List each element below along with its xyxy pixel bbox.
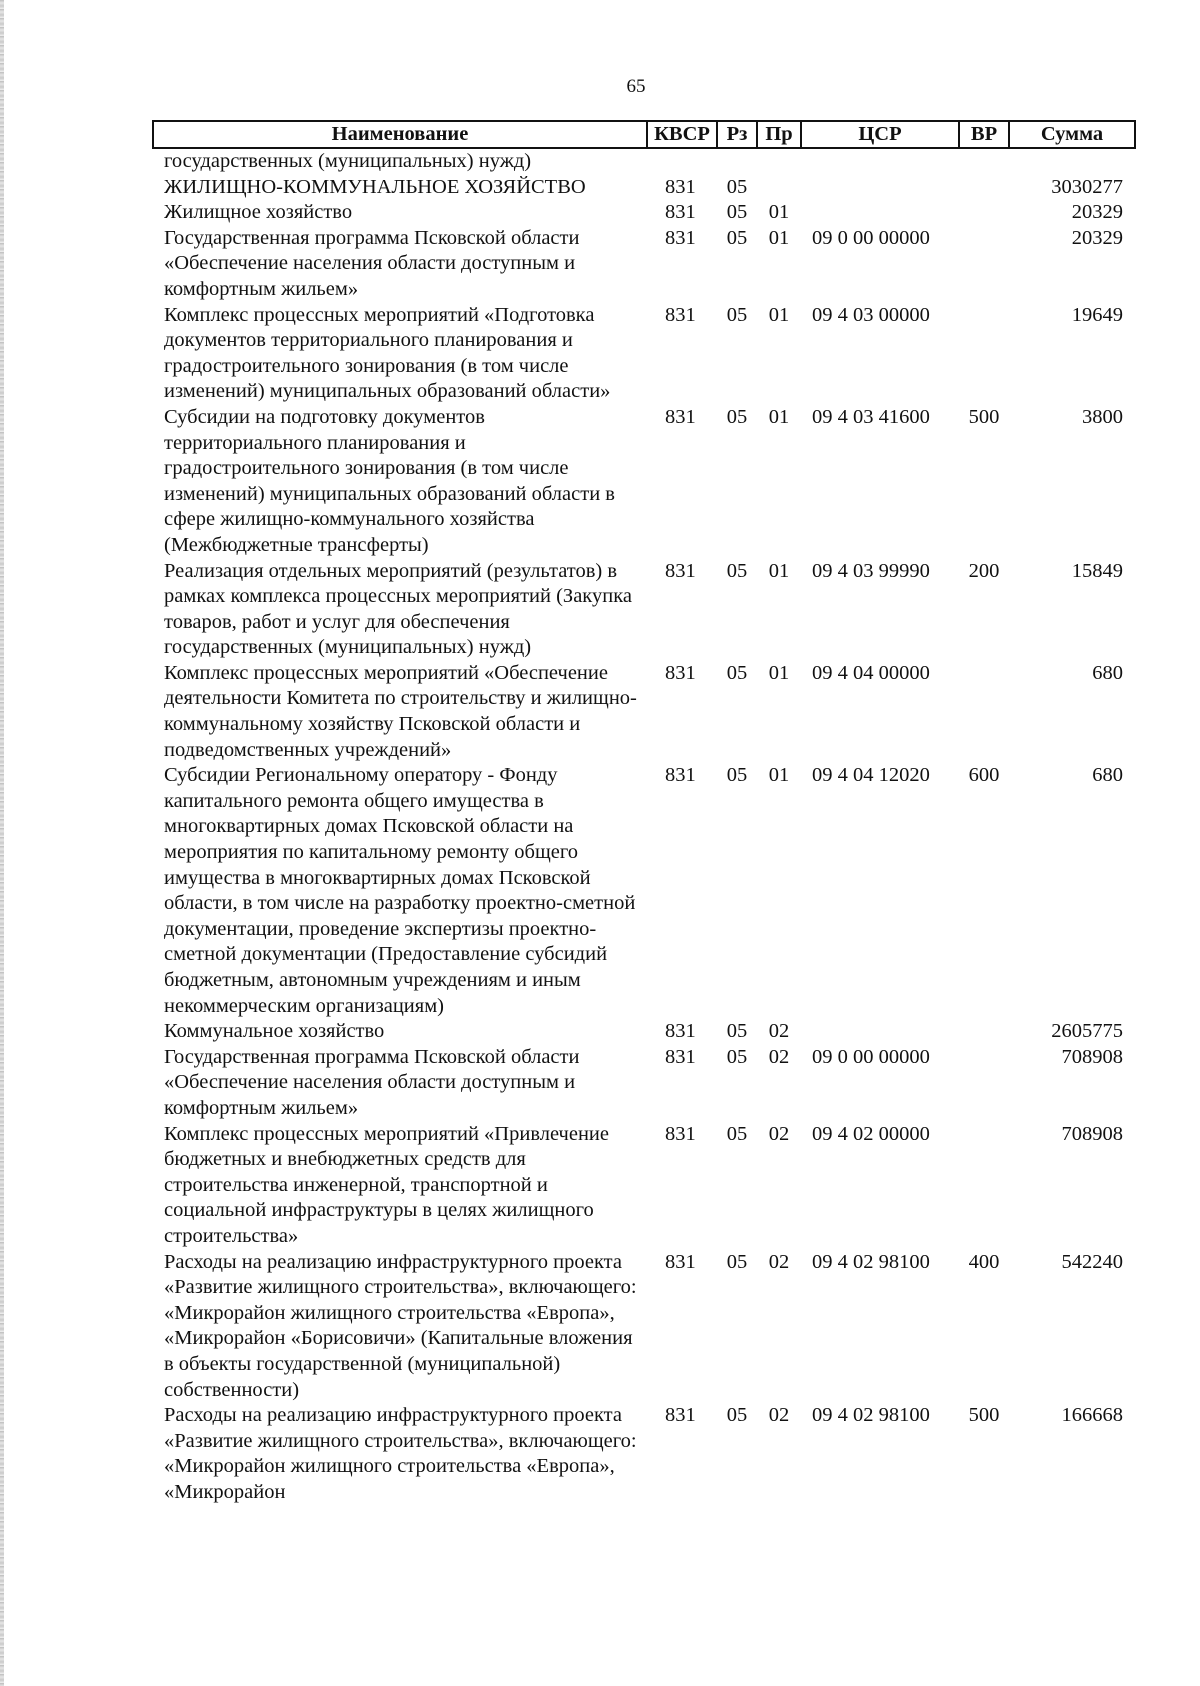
header-name: Наименование — [153, 121, 647, 148]
row-kvsr — [647, 148, 717, 175]
table-row — [153, 405, 1135, 559]
table-row — [153, 559, 1135, 661]
row-kvsr: 831 — [665, 1122, 696, 1145]
row-csr — [801, 200, 959, 226]
row-rz: 05 — [726, 1045, 748, 1068]
row-csr — [801, 148, 959, 175]
table-row — [153, 303, 1135, 405]
table-row — [153, 1045, 1135, 1122]
table-row — [153, 175, 1135, 201]
row-name: Жилищное хозяйство — [164, 201, 353, 224]
row-kvsr: 831 — [665, 201, 696, 224]
row-kvsr: 831 — [665, 1020, 696, 1043]
row-csr: 09 4 02 00000 — [812, 1122, 930, 1145]
table-body — [153, 148, 1135, 1505]
row-kvsr: 831 — [665, 661, 696, 684]
row-csr: 09 4 03 99990 — [812, 559, 930, 582]
row-name: Комплекс процессных мероприятий «Подготовка документов территориального планирования и градостроительного зонирования (в том числе изменений) муниципальных образований области» — [164, 303, 611, 403]
row-pr — [757, 148, 801, 175]
table-row — [153, 1019, 1135, 1045]
row-rz: 05 — [726, 1250, 748, 1273]
row-rz: 05 — [726, 1404, 748, 1427]
row-kvsr: 831 — [665, 303, 696, 326]
row-rz: 05 — [726, 1020, 748, 1043]
table-row — [153, 1250, 1135, 1404]
row-kvsr: 831 — [665, 1250, 696, 1273]
header-sum: Сумма — [1009, 121, 1135, 148]
row-csr — [801, 1019, 959, 1045]
row-pr: 02 — [768, 1404, 790, 1427]
row-pr: 01 — [768, 764, 790, 787]
row-vr — [959, 661, 1009, 763]
row-sum — [1009, 148, 1135, 175]
row-rz: 05 — [726, 1122, 748, 1145]
row-rz: 05 — [726, 559, 748, 582]
row-sum: 680 — [1092, 764, 1123, 787]
table-row — [153, 1122, 1135, 1250]
row-pr: 02 — [768, 1250, 790, 1273]
row-kvsr: 831 — [665, 405, 696, 428]
table-header — [153, 121, 1135, 148]
row-rz: 05 — [726, 226, 748, 249]
table-row — [153, 763, 1135, 1019]
row-sum: 166668 — [1061, 1404, 1123, 1427]
row-rz: 05 — [726, 201, 748, 224]
row-csr: 09 0 00 00000 — [812, 226, 930, 249]
row-name: Субсидии на подготовку документов территориального планирования и градостроительного зонирования (в том числе изменений) муниципальных образований области в сфере жилищно-коммунального хозяйства (Межбюджетные трансферты) — [164, 405, 615, 556]
row-sum: 708908 — [1061, 1122, 1123, 1145]
row-vr: 600 — [968, 764, 1000, 787]
row-pr: 01 — [768, 303, 790, 326]
row-name: Реализация отдельных мероприятий (результатов) в рамках комплекса процессных мероприятий (Закупка товаров, работ и услуг для обеспечения государственных (муниципальных) нужд) — [164, 559, 632, 659]
row-pr: 01 — [768, 201, 790, 224]
row-vr — [959, 200, 1009, 226]
row-pr: 02 — [768, 1020, 790, 1043]
row-vr: 200 — [968, 559, 1000, 582]
row-rz: 05 — [726, 405, 748, 428]
row-sum: 708908 — [1061, 1045, 1123, 1068]
row-vr: 400 — [968, 1250, 1000, 1273]
row-pr: 02 — [768, 1045, 790, 1068]
row-vr: 500 — [968, 405, 1000, 428]
row-sum: 20329 — [1071, 226, 1123, 249]
row-csr: 09 4 02 98100 — [812, 1404, 930, 1427]
header-kvsr: КВСР — [647, 121, 717, 148]
scan-edge — [0, 0, 4, 1686]
row-name: Расходы на реализацию инфраструктурного проекта «Развитие жилищного строительства», включающего: «Микрорайон жилищного строительства «Европа», «Микрорайон «Борисовичи» (Капитальные вложения в объекты государственной (муниципальной) собственности) — [164, 1250, 637, 1401]
row-name: государственных (муниципальных) нужд) — [164, 150, 532, 172]
row-name: Государственная программа Псковской области «Обеспечение населения области доступным и комфортным жильем» — [164, 226, 580, 300]
row-sum: 3030277 — [1051, 175, 1123, 198]
row-pr: 01 — [768, 661, 790, 684]
row-vr — [959, 1122, 1009, 1250]
row-csr: 09 4 02 98100 — [812, 1250, 930, 1273]
row-csr: 09 4 04 00000 — [812, 661, 930, 684]
header-csr: ЦСР — [801, 121, 959, 148]
row-pr: 01 — [768, 226, 790, 249]
table-row — [153, 226, 1135, 303]
row-csr: 09 4 04 12020 — [812, 764, 930, 787]
row-rz: 05 — [726, 764, 748, 787]
row-sum: 2605775 — [1051, 1020, 1123, 1043]
row-kvsr: 831 — [665, 559, 696, 582]
header-row — [153, 121, 1135, 148]
budget-table — [152, 120, 1136, 1505]
row-rz: 05 — [726, 175, 748, 198]
row-sum: 15849 — [1071, 559, 1123, 582]
row-name: Комплекс процессных мероприятий «Обеспечение деятельности Комитета по строительству и жилищно-коммунальному хозяйству Псковской области и подведомственных учреждений» — [164, 661, 637, 761]
row-vr — [959, 303, 1009, 405]
table-row — [153, 1403, 1135, 1505]
row-kvsr: 831 — [665, 1045, 696, 1068]
row-csr: 09 4 03 41600 — [812, 405, 930, 428]
header-rz: Рз — [717, 121, 757, 148]
row-vr — [959, 226, 1009, 303]
row-sum: 19649 — [1071, 303, 1123, 326]
row-kvsr: 831 — [665, 764, 696, 787]
row-rz: 05 — [726, 303, 748, 326]
row-csr: 09 0 00 00000 — [812, 1045, 930, 1068]
row-vr — [959, 148, 1009, 175]
row-pr: 01 — [768, 405, 790, 428]
row-sum: 542240 — [1061, 1250, 1123, 1273]
row-name: Субсидии Региональному оператору - Фонду капитального ремонта общего имущества в многоквартирных домах Псковской области на мероприятия по капитальному ремонту общего имущества в многоквартирных домах Псковской области, в том числе на разработку проектно-сметной документации, проведение экспертизы проектно-сметной документации (Предоставление субсидий бюджетным, автономным учреждениям и иным некоммерческим организациям) — [164, 764, 636, 1017]
page-number: 65 — [626, 76, 646, 97]
table-row — [153, 200, 1135, 226]
row-kvsr: 831 — [665, 226, 696, 249]
row-pr: 02 — [768, 1122, 790, 1145]
row-csr — [801, 175, 959, 201]
row-sum: 3800 — [1082, 405, 1123, 428]
row-name: Государственная программа Псковской области «Обеспечение населения области доступным и комфортным жильем» — [164, 1045, 580, 1119]
table-row — [153, 148, 1135, 175]
header-pr: Пр — [757, 121, 801, 148]
row-pr: 01 — [768, 559, 790, 582]
row-vr — [959, 1019, 1009, 1045]
table-row — [153, 661, 1135, 763]
row-kvsr: 831 — [665, 1404, 696, 1427]
row-vr — [959, 175, 1009, 201]
row-vr — [959, 1045, 1009, 1122]
row-rz: 05 — [726, 661, 748, 684]
row-kvsr: 831 — [665, 175, 696, 198]
row-vr: 500 — [968, 1404, 1000, 1427]
row-sum: 20329 — [1071, 201, 1123, 224]
row-name: ЖИЛИЩНО-КОММУНАЛЬНОЕ ХОЗЯЙСТВО — [164, 175, 586, 198]
row-rz — [717, 148, 757, 175]
header-vr: ВР — [959, 121, 1009, 148]
row-name: Расходы на реализацию инфраструктурного проекта «Развитие жилищного строительства», включающего: «Микрорайон жилищного строительства «Европа», «Микрорайон — [164, 1404, 637, 1503]
row-sum: 680 — [1092, 661, 1123, 684]
row-csr: 09 4 03 00000 — [812, 303, 930, 326]
row-pr — [757, 175, 801, 201]
row-name: Коммунальное хозяйство — [164, 1020, 385, 1043]
row-name: Комплекс процессных мероприятий «Привлечение бюджетных и внебюджетных средств для строительства инженерной, транспортной и социальной инфраструктуры в целях жилищного строительства» — [164, 1122, 609, 1247]
